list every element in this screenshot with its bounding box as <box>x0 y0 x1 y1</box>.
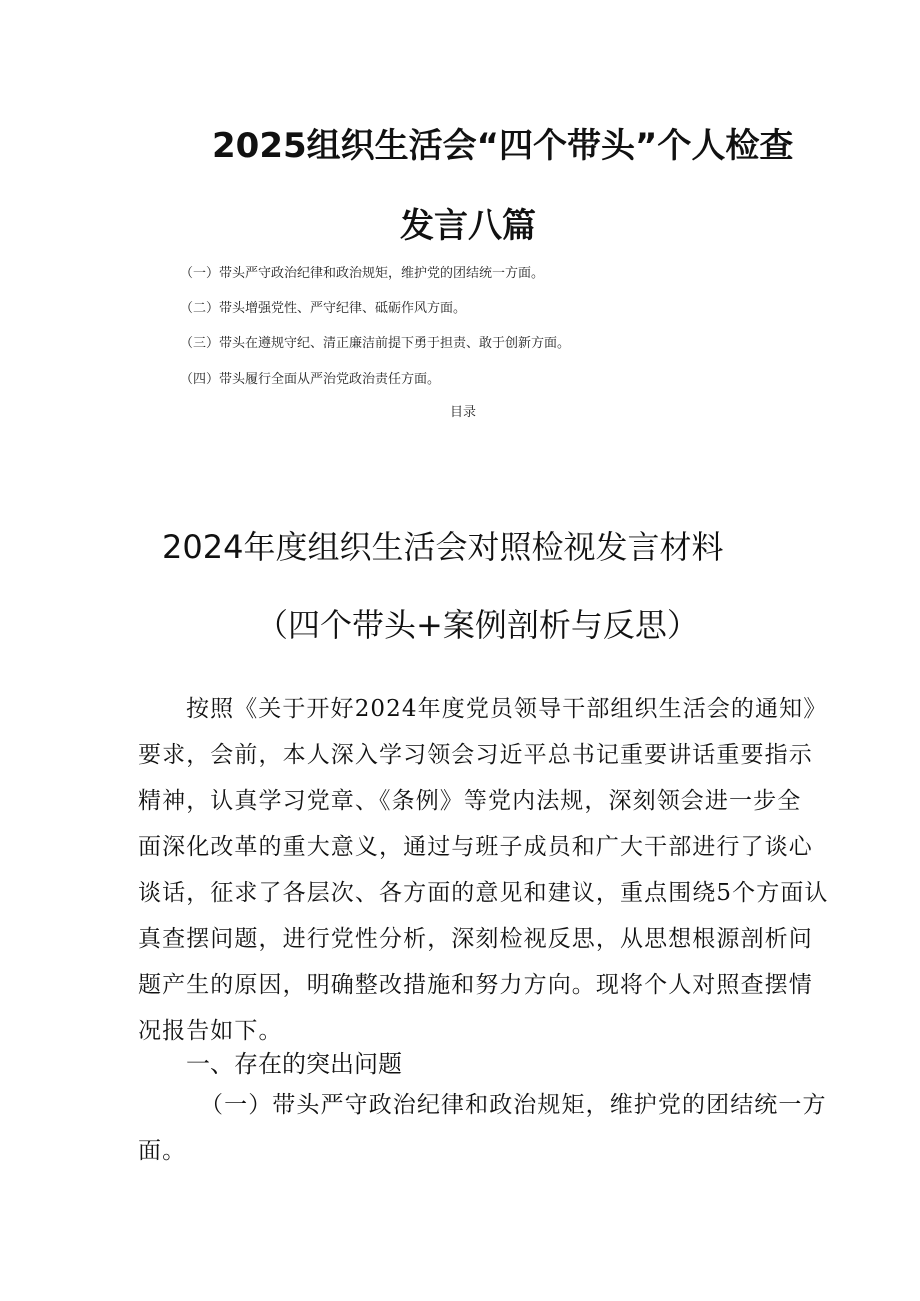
body-line-2: 要求，会前，本人深入学习领会习近平总书记重要讲话重要指示 <box>138 742 813 768</box>
section-title-line-2: （四个带头+案例剖析与反思） <box>256 606 699 644</box>
toc-item-2[interactable]: （二）带头增强党性、严守纪律、砥砺作风方面。 <box>180 301 467 316</box>
body-line-7: 题产生的原因，明确整改措施和努力方向。现将个人对照查摆情 <box>138 972 813 998</box>
toc-item-3[interactable]: （三）带头在遵规守纪、清正廉洁前提下勇于担责、敢于创新方面。 <box>180 336 571 351</box>
body-line-5: 谈话，征求了各层次、各方面的意见和建议，重点围绕5个方面认 <box>138 880 829 906</box>
toc-heading: 目录 <box>450 405 477 420</box>
body-line-3: 精神，认真学习党章、《条例》等党内法规，深刻领会进一步全 <box>138 788 802 814</box>
document-title-line-1: 2025组织生活会“四个带头”个人检查 <box>212 126 794 166</box>
document-title-line-2: 发言八篇 <box>400 206 536 246</box>
subheading-line-1: （一）带头严守政治纪律和政治规矩，维护党的团结统一方 <box>200 1092 827 1118</box>
body-line-1: 按照《关于开好2024年度党员领导干部组织生活会的通知》 <box>186 696 828 722</box>
body-line-6: 真查摆问题，进行党性分析，深刻检视反思，从思想根源剖析问 <box>138 926 813 952</box>
body-line-8: 况报告如下。 <box>138 1018 283 1044</box>
section-heading-1: 一、存在的突出问题 <box>186 1050 402 1078</box>
toc-item-4[interactable]: （四）带头履行全面从严治党政治责任方面。 <box>180 372 441 387</box>
toc-item-1[interactable]: （一）带头严守政治纪律和政治规矩，维护党的团结统一方面。 <box>180 266 545 281</box>
subheading-line-2: 面。 <box>138 1138 187 1164</box>
section-title-line-1: 2024年度组织生活会对照检视发言材料 <box>162 528 724 566</box>
body-line-4: 面深化改革的重大意义，通过与班子成员和广大干部进行了谈心 <box>138 834 813 860</box>
